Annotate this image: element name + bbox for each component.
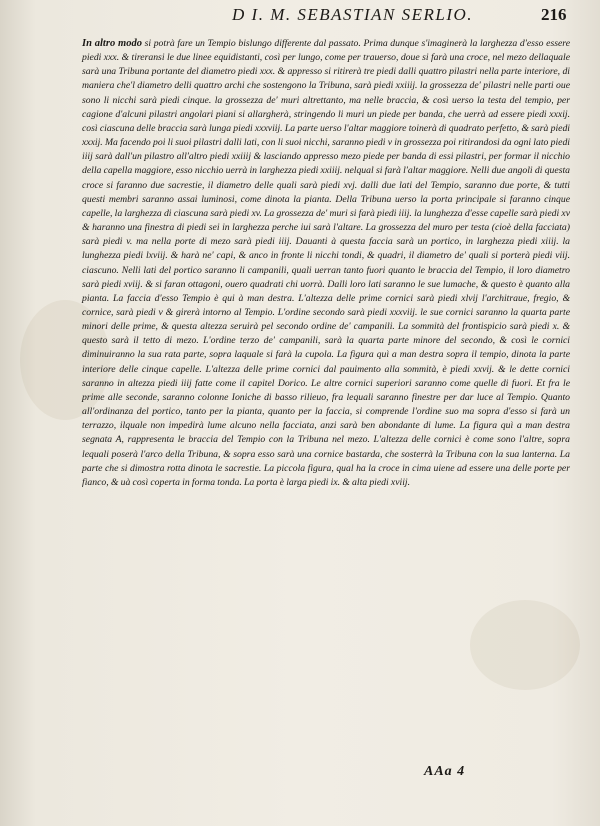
paragraph-lead: In altro modo [82,38,142,49]
page-header [0,2,600,28]
paper-stain [470,600,580,690]
signature-mark: AAa 4 [424,764,466,779]
body-paragraph [82,37,570,490]
paragraph-text: si potrà fare un Tempio bislungo differente dal passato. Prima dunque s'imaginerà la larghezza d'esso essere piedi xxx. & tireransi le due linee equidistanti, così per lungo, come per trauerso, doue si farà una croce, nel mezo dellaquale sarà una Tribuna portante del diametro piedi xxx. & appresso si ritirerà tre piedi dalli quattro pilastri nella parte interiore, di maniera che'l diametro delli quattro archi che sostengono la Tribuna, sarà piedi xxiiij. la grossezza de' pilastri nelle parti oue sono li nicchi sarà piedi cinque. la grossezza de' muri altrettanto, ma nelle braccia, & così uerso la testa del tempio, per cagione d'alcuni pilastri angolari piani si allargherà, stringendo li muri un piede per banda, che uerrà ad essere piedi xxxij. così ciascuna delle braccia sarà lunga piedi xxxviij. La parte uerso l'altar maggiore toinerà di quadrato perfetto, & sarà piedi xxxij. Ma facendo poi li suoi pilastri dalli lati, con li suoi nicchi, saranno piedi v in grossezza poi ritirandosi da ogni lato piedi iiij sarà dall'un pilastro all'altro piedi xxiiij & lasciando appresso mezo piede per banda di essi pilastri, per formar il nicchio della capella maggiore, esso nicchio uerrà in larghezza piedi xxiiij. nelqual si farà l'altar maggiore. Nelli due angoli di questa croce si faranno due sacrestie, il diametro delle quali sarà piedi xvj. dalli due lati del Tempio, saranno due porte, & tutti questi membri saranno assai luminosi, come dinota la pianta. Della Tribuna uerso la porta principale si faranno cinque capelle, la larghezza di ciascuna sarà piedi xv. La grossezza de' muri si farà piedi iiij. la lunghezza d'esse capelle sarà piedi xv & haranno una finestra di piedi sei in larghezza perche iui sarà l'altare. La grossezza del muro per testa (cioè della facciata) sarà piedi v. ma nella porte di mezo sarà piedi iiij. Dauanti à questa faccia sarà un portico, in larghezza piedi xiiij. la lunghezza piedi lxviij. & harà ne' capi, & anco in fronte li nicchi tondi, & quadri, il diametro de' quali si porterà piedi viij. ciascuno. Nelli lati del portico saranno li campanili, quali uerran tanto fuori quanto le braccia del Tempio, il loro diametro sarà piedi xviij. & si faran ottagoni, ouero quadrati chi uorrà. Dalli loro lati saranno le sue lumache, & questo è quanto alla pianta. La faccia d'esso Tempio è qui à man destra. L'altezza delle prime cornici sarà piedi xlvij l'architraue, fregio, & cornice, sarà piedi v & girerà intorno al Tempio. L'ordine secondo sarà piedi xxxviij. le sue cornici saranno la quarta parte minori delle prime, & questa altezza seruirà pel secondo ordine de' campanili. La sommità del frontispicio sarà piedi x. & questo sarà il tetto di mezo. L'ordine terzo de' campanili, sarà la quarta parte minore del secondo, & così le cornici diminuiranno la sua rata parte, sopra laquale si farà la cupola. La figura quì a man destra sopra il tempio, dinota la parte interiore delle cinque capelle. L'altezza delle prime cornici dal pauimento alla sommità, è piedi xxvij. & le dette cornici saranno in altezza piedi iiij fatte come il capitel Dorico. Le altre cornici superiori saranno come quelle di fuori. Et fra le prime alle seconde, saranno colonne Ioniche di basso rilieuo, fra lequali saranno finestre per dar luce al Tempio. Quanto all'ordinanza del portico, tanto per la pianta, quanto per la faccia, si comprende l'ordine suo ma sopra d'esso si farà un terrazzo, ilquale non impedirà lume alcuno nella facciata, anzi sarà ben abondante di lume. La figura quì a man destra segnata A, rappresenta le braccia del Tempio con la Tribuna nel mezo. L'altezza delle cornici è come sono l'altre, sopra lequali poserà l'arco della Tribuna, & sopra esso sarà una cornice bastarda, che sosterrà la Tribuna con la sua lanterna. La parte che si dimostra rotta dinota le sacrestie. La piccola figura, qual ha la croce in cima uiene ad essere una delle porte per fianco, & uà così coperta in forma tonda. La porta è larga piedi ix. & alta piedi xviij. [82,38,570,488]
running-head: D I. M. SEBASTIAN SERLIO. [232,5,474,24]
page-number: 216 [541,5,567,24]
